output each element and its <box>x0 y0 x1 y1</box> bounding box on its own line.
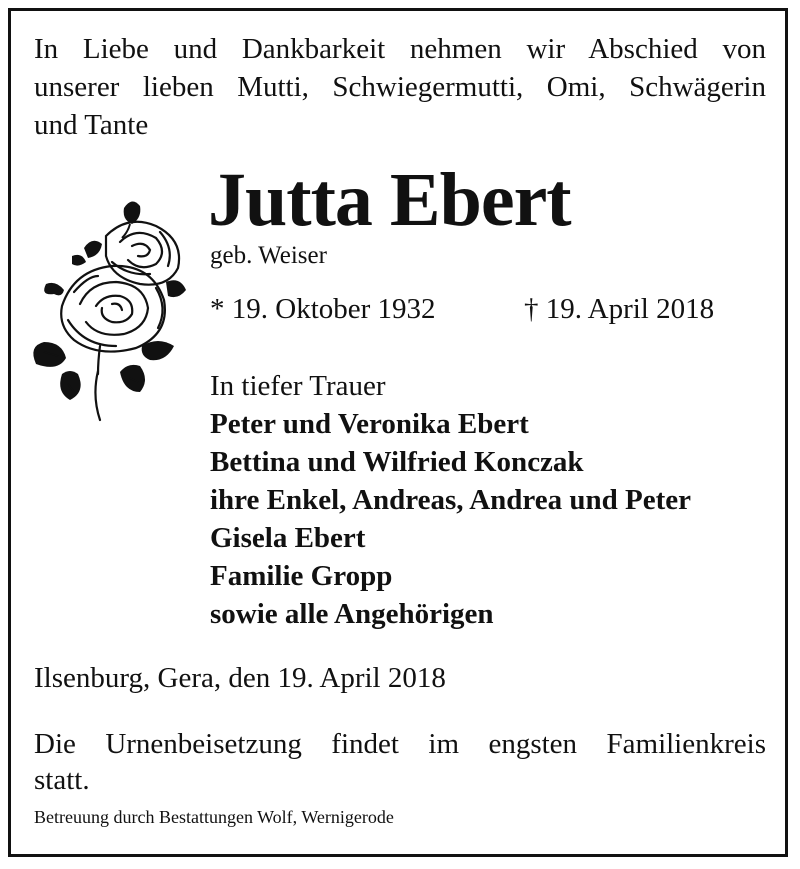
death-date: † 19. April 2018 <box>524 293 715 325</box>
birth-date: * 19. Oktober 1932 <box>210 293 436 325</box>
intro-text <box>34 30 766 144</box>
mourner-line: Bettina und Wilfried Konczak <box>210 446 584 478</box>
rose-illustration <box>28 196 198 426</box>
maiden-name: geb. Weiser <box>210 242 327 269</box>
mourner-line: Peter und Veronika Ebert <box>210 408 529 440</box>
intro-line: und Tante <box>34 109 149 141</box>
mourner-line: Familie Gropp <box>210 560 393 592</box>
funeral-home-credit: Betreuung durch Bestattungen Wolf, Wernigerode <box>34 807 394 827</box>
burial-notice <box>34 726 766 798</box>
mourning-lead: In tiefer Trauer <box>210 370 386 402</box>
mourner-line: ihre Enkel, Andreas, Andrea und Peter <box>210 484 691 516</box>
mourners-block <box>210 367 691 633</box>
burial-line: Die Urnenbeisetzung findet im engsten Familienkreis <box>34 728 766 760</box>
intro-line: unserer lieben Mutti, Schwiegermutti, Omi, Schwägerin <box>34 71 766 103</box>
intro-line: In Liebe und Dankbarkeit nehmen wir Abschied von <box>34 33 766 65</box>
mourner-line: Gisela Ebert <box>210 522 366 554</box>
mourner-line: sowie alle Angehörigen <box>210 598 494 630</box>
deceased-name: Jutta Ebert <box>208 158 571 242</box>
burial-line: statt. <box>34 764 90 796</box>
place-date: Ilsenburg, Gera, den 19. April 2018 <box>34 662 446 694</box>
